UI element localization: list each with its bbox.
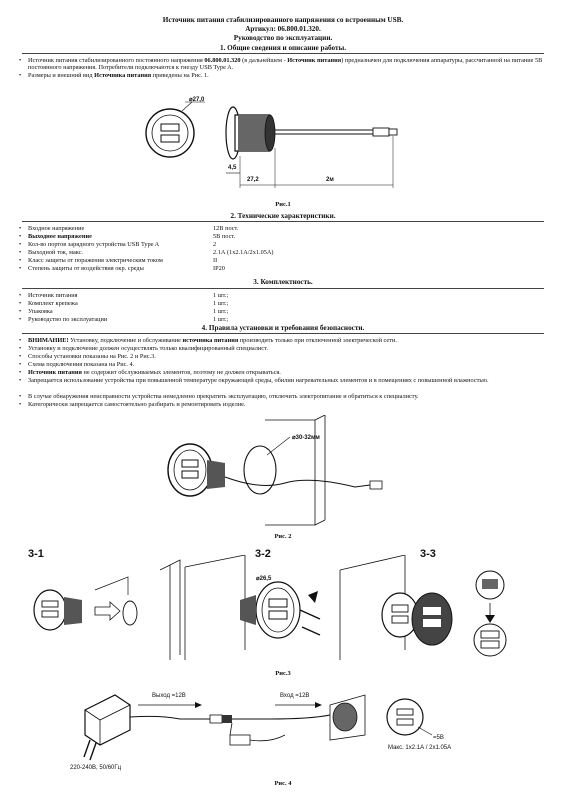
- safety-item: • В случае обнаружения неисправности устройства немедленно прекратить эксплуатацию, отключить электропитание и обратиться к специалисту.: [28, 393, 543, 400]
- fig3-diameter-label: ⌀26,5: [256, 576, 272, 582]
- fig1-caption: Рис.1: [275, 201, 291, 208]
- section1-title: 1. Общие сведения и описание работы.: [219, 44, 346, 52]
- doc-subtitle: Руководство по эксплуатации.: [233, 34, 333, 42]
- section1-paragraph1: • Источник питания стабилизированного постоянного напряжения 06.800.01.320 (в дальнейшем - Источник питания) предназначен для подключения аппаратуры, рассчитанной на питание 5В постоянного напряжения. Потребители подключаются к гнезду USB Type A.: [28, 57, 543, 71]
- fig2-hole-label: ⌀30-32мм: [292, 435, 320, 441]
- divider: [22, 221, 544, 222]
- figure-4-drawing: [70, 685, 490, 780]
- fig4-caption: Рис. 4: [274, 780, 292, 787]
- divider: [22, 333, 544, 334]
- manual-page: Источник питания стабилизированного напряжения со встроенным USB. Артикул: 06.800.01.320. Руководство по эксплуатации. 1. Общие сведения и описание работы. • Источник питания стабилизированного постоянного напряжения 06.800.01.320 (в дальнейшем - Источник питания) предназначен для подключения аппаратуры, рассчитанной на питание 5В постоянного напряжения. Потребители подключаются к гнезду USB Type A. • Размеры и внешний вид Источника питания приведены на Рис. 1. ⌀27,0 4,5 27,2 2м Рис.1 2. Технические характеристики. Входное напряжение 12В пост. Выходное напряжение 5В пост. Кол-во портов зарядного устройства USB Type A 2 Выходной ток, макс. 2.1А (1x2.1А/2x1.05А) Класс защиты от поражения электрическим током II Степень защиты от воздействия окр. среды IP20 3. Комплектность. Источник питания 1 шт.; Комплект крепежа 1 шт.; Упаковка 1 шт.; Руководство по эксплуатации 1 шт.; 4. Правила установки и требования безопасности. • ВНИМАНИЕ! Установку, подключение и обслуживание источника питания производить только при отключенной электрической сети. • Установку и подключение должен осуществлять только квалифицированный специалист. • Способы установки показаны на Рис. 2 и Рис.3. • Схема подключения показана на Рис. 4. • Источник питания не содержит обслуживаемых элементов, поэтому не должен открываться. • Запрещается использование устройства при повышенной температуре окружающей среды, обилии нагревательных элементов и в помещениях с повышенной влажностью. • В случае обнаружения неисправности устройства немедленно прекратить эксплуатацию, отключить электропитание и обратиться к специалисту. • Категорически запрещается самостоятельно разбирать и ремонтировать изделие. ⌀30-32мм Рис. 2 3-1 3-2 3-3 ⌀26,5 Рис.3 Выход =12В Вход =12В =5В Макс. 1x2.1А / 2x1.05А 220-240В, 50/60Гц Рис. 4: [0, 0, 566, 800]
- fig1-flange-label: 4,5: [228, 165, 237, 171]
- figure-2-drawing: [145, 415, 445, 530]
- safety-item: • Источник питания не содержит обслуживаемых элементов, поэтому не должен открываться.: [28, 369, 543, 376]
- fig4-max-label: Макс. 1x2.1А / 2x1.05А: [388, 745, 452, 751]
- section3-title: 3. Комплектность.: [253, 278, 313, 286]
- figure-1-drawing: [130, 88, 450, 198]
- safety-item: • Схема подключения показана на Рис. 4.: [28, 361, 543, 368]
- fig1-cable-label: 2м: [326, 177, 334, 183]
- divider: [22, 288, 544, 289]
- section1-paragraph2: • Размеры и внешний вид Источника питания приведены на Рис. 1.: [28, 72, 543, 79]
- safety-item: • Запрещается использование устройства при повышенной температуре окружающей среды, обилии нагревательных элементов и в помещениях с повышенной влажностью.: [28, 377, 543, 384]
- doc-title: Источник питания стабилизированного напряжения со встроенным USB.: [162, 16, 404, 24]
- fig4-mains-label: 220-240В, 50/60Гц: [70, 765, 122, 771]
- fig2-caption: Рис. 2: [274, 533, 292, 540]
- section2-title: 2. Технические характеристики.: [230, 212, 336, 220]
- fig3-label-2: 3-2: [255, 548, 271, 560]
- fig1-diameter-label: ⌀27,0: [189, 97, 205, 103]
- divider: [22, 53, 544, 54]
- fig3-caption: Рис.3: [275, 670, 291, 677]
- fig4-output-label: Выход =12В: [152, 693, 186, 699]
- section4-title: 4. Правила установки и требования безопасности.: [201, 324, 365, 332]
- safety-item: • Установку и подключение должен осуществлять только квалифицированный специалист.: [28, 345, 543, 352]
- fig4-input-label: Вход =12В: [280, 693, 310, 699]
- fig3-label-3: 3-3: [420, 548, 436, 560]
- fig3-label-1: 3-1: [28, 548, 44, 560]
- fig1-depth-label: 27,2: [247, 177, 259, 183]
- fig4-5v-label: =5В: [433, 735, 444, 741]
- figure-3-drawing: [20, 555, 550, 665]
- safety-item: • Категорически запрещается самостоятельно разбирать и ремонтировать изделие.: [28, 401, 543, 408]
- safety-item: • Способы установки показаны на Рис. 2 и Рис.3.: [28, 353, 543, 360]
- safety-item: • ВНИМАНИЕ! Установку, подключение и обслуживание источника питания производить только при отключенной электрической сети.: [28, 337, 543, 344]
- doc-article: Артикул: 06.800.01.320.: [245, 25, 321, 33]
